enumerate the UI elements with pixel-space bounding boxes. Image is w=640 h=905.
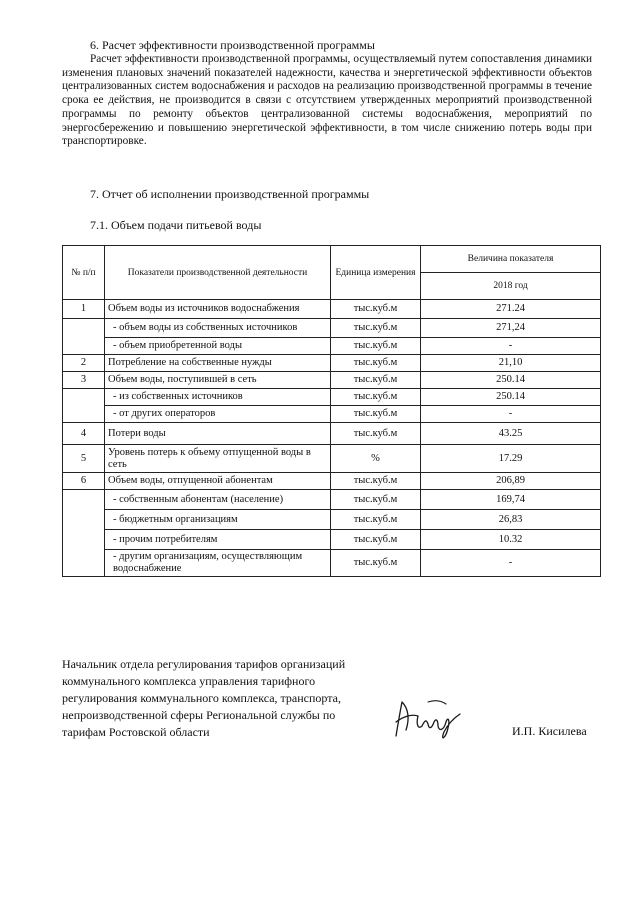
table-row: [63, 338, 601, 355]
row-name: Объем воды из источников водоснабжения: [105, 300, 331, 319]
signatory-name: И.П. Кисилева: [512, 724, 587, 738]
row-name: - прочим потребителям: [105, 530, 331, 550]
row-unit: %: [331, 445, 421, 473]
row-name: Уровень потерь к объему отпущенной воды в сеть: [105, 445, 331, 473]
row-value: -: [421, 406, 601, 423]
row-value: 10.32: [421, 530, 601, 550]
row-value: 26,83: [421, 510, 601, 530]
row-num: 4: [63, 423, 105, 445]
table-row: [63, 490, 601, 510]
header-num: № п/п: [63, 246, 105, 300]
handwritten-signature: [388, 692, 468, 744]
row-num: 6: [63, 473, 105, 490]
row-num: 3: [63, 372, 105, 389]
row-value: 250.14: [421, 372, 601, 389]
signatory-title-line: регулирования коммунального комплекса, транспорта,: [62, 691, 341, 705]
row-name: Потери воды: [105, 423, 331, 445]
row-num: 2: [63, 355, 105, 372]
row-name: - объем приобретенной воды: [105, 338, 331, 355]
row-value: 206,89: [421, 473, 601, 490]
row-value: 169,74: [421, 490, 601, 510]
signatory-title-line: непроизводственной сферы Региональной службы по: [62, 708, 336, 722]
row-num: 5: [63, 445, 105, 473]
row-name: - из собственных источников: [105, 389, 331, 406]
header-year: 2018 год: [421, 273, 601, 300]
table-row: [63, 473, 601, 490]
table-row: [63, 406, 601, 423]
row-value: -: [421, 550, 601, 577]
row-value: 43.25: [421, 423, 601, 445]
water-supply-table: [62, 245, 601, 577]
row-name: - объем воды из собственных источников: [105, 319, 331, 338]
row-value: 250.14: [421, 389, 601, 406]
row-unit: тыс.куб.м: [331, 510, 421, 530]
section-7-heading: 7. Отчет об исполнении производственной программы: [90, 187, 370, 201]
table-row: [63, 445, 601, 473]
row-name: - бюджетным организациям: [105, 510, 331, 530]
row-unit: тыс.куб.м: [331, 319, 421, 338]
row-name: - собственным абонентам (население): [105, 490, 331, 510]
row-unit: тыс.куб.м: [331, 473, 421, 490]
signatory-title-line: Начальник отдела регулирования тарифов организаций: [62, 657, 346, 671]
row-num: [63, 389, 105, 423]
row-value: -: [421, 338, 601, 355]
table-row: [63, 300, 601, 319]
table-row: [63, 423, 601, 445]
row-name: - от других операторов: [105, 406, 331, 423]
row-value: 17.29: [421, 445, 601, 473]
signatory-title-line: тарифам Ростовской области: [62, 725, 210, 739]
header-indicator: Показатели производственной деятельности: [105, 246, 331, 300]
table-row: [63, 550, 601, 577]
row-unit: тыс.куб.м: [331, 550, 421, 577]
table-row: [63, 319, 601, 338]
header-value: Величина показателя: [421, 246, 601, 273]
row-unit: тыс.куб.м: [331, 300, 421, 319]
row-name: Объем воды, поступившей в сеть: [105, 372, 331, 389]
row-unit: тыс.куб.м: [331, 406, 421, 423]
row-value: 271.24: [421, 300, 601, 319]
section-6-heading: 6. Расчет эффективности производственной программы: [90, 38, 375, 52]
row-unit: тыс.куб.м: [331, 490, 421, 510]
row-unit: тыс.куб.м: [331, 530, 421, 550]
header-unit: Единица измерения: [331, 246, 421, 300]
row-num: 1: [63, 300, 105, 319]
row-num: [63, 490, 105, 577]
table-row: [63, 510, 601, 530]
row-value: 21,10: [421, 355, 601, 372]
section-6-paragraph: Расчет эффективности производственной программы, осуществляемый путем сопоставления динамики изменения плановых значений показателей надежности, качества и энергетической эффективности объектов централизованных систем водоснабжения и расходов на реализацию производственной программы в течение срока ее действия, не производится в связи с отсутствием утвержденных мероприятий производственной программы по ремонту объектов централизованной системы водоснабжения, мероприятий по энергосбережению и повышению энергетической эффективности, в том числе снижению потерь воды при транспортировке.: [62, 53, 592, 148]
section-7-1-heading: 7.1. Объем подачи питьевой воды: [90, 218, 262, 232]
row-unit: тыс.куб.м: [331, 389, 421, 406]
row-name: - другим организациям, осуществляющим водоснабжение: [105, 550, 331, 577]
row-unit: тыс.куб.м: [331, 355, 421, 372]
row-num: [63, 319, 105, 355]
row-unit: тыс.куб.м: [331, 372, 421, 389]
table-row: [63, 355, 601, 372]
row-name: Потребление на собственные нужды: [105, 355, 331, 372]
table-row: [63, 389, 601, 406]
row-unit: тыс.куб.м: [331, 338, 421, 355]
row-value: 271,24: [421, 319, 601, 338]
signatory-title-line: коммунального комплекса управления тарифного: [62, 674, 316, 688]
row-name: Объем воды, отпущенной абонентам: [105, 473, 331, 490]
table-row: [63, 530, 601, 550]
table-row: [63, 372, 601, 389]
row-unit: тыс.куб.м: [331, 423, 421, 445]
signatory-title: [62, 656, 392, 741]
